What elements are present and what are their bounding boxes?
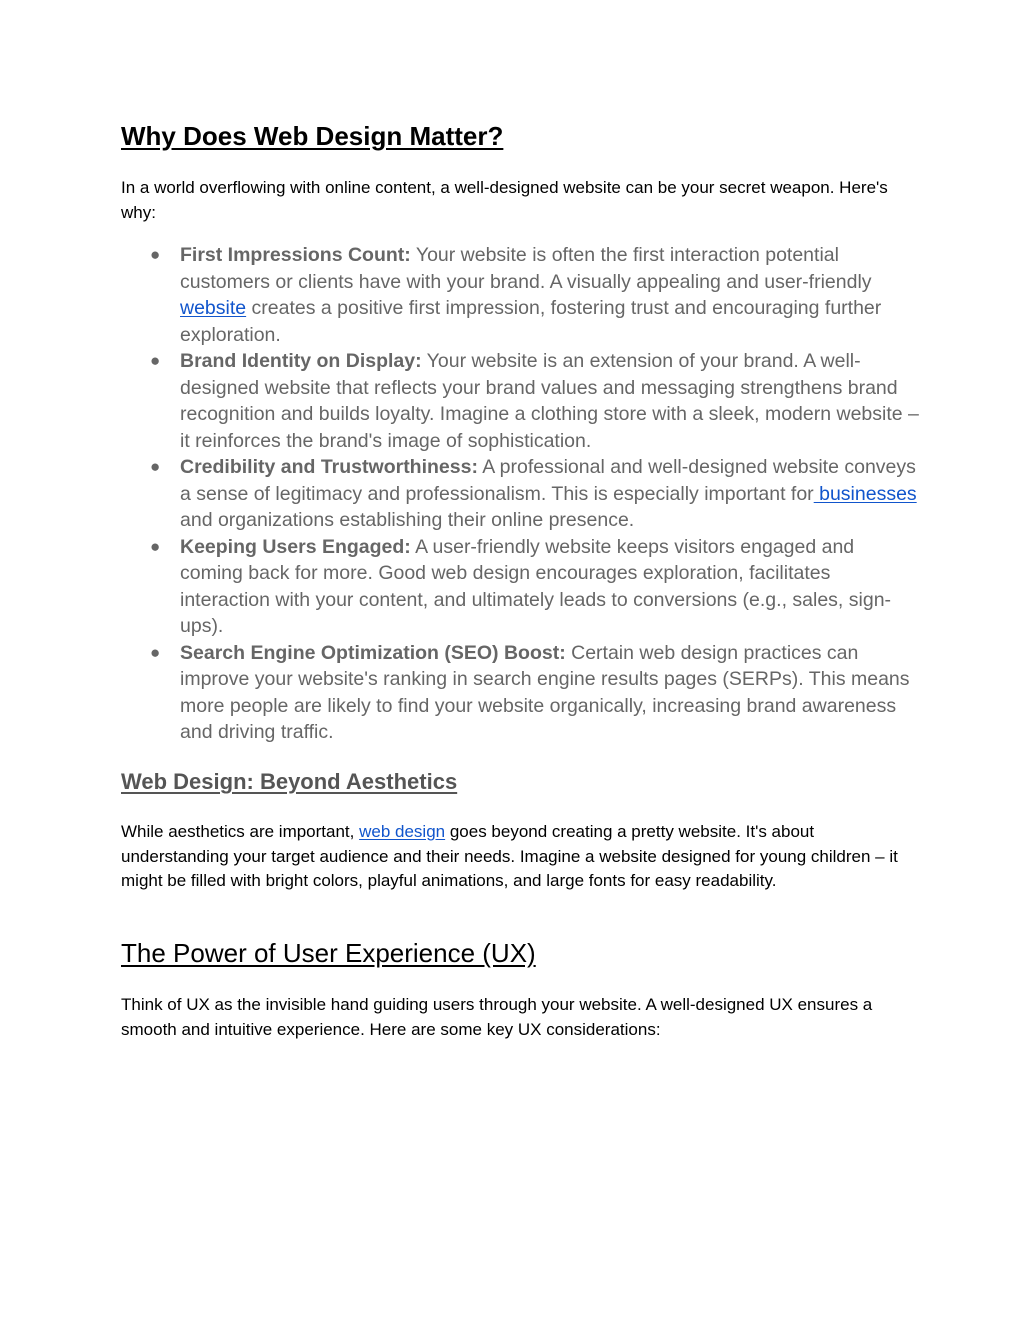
paragraph-text: goes beyond creating a pretty website. It's about understanding your target audience and their needs. Imagine a website designed for young children – it might be filled with bright colors, playful animations, and large fonts for easy readability. <box>121 822 898 890</box>
bullet-text: and organizations establishing their online presence. <box>180 509 635 531</box>
bullet-icon: ● <box>150 245 161 264</box>
list-item <box>150 454 920 534</box>
bullet-title: Search Engine Optimization (SEO) Boost: <box>180 641 566 664</box>
bullet-icon: ● <box>150 457 161 476</box>
list-item <box>150 640 920 746</box>
bullet-text: Your website is an extension of your brand. A well-designed website that reflects your brand values and messaging strengthens brand recognition and builds loyalty. Imagine a clothing store with a sleek, modern website – it reinforces the brand's image of sophistication. <box>180 350 919 452</box>
aesthetics-paragraph <box>121 820 911 894</box>
heading-why-web-design-matters: Why Does Web Design Matter? <box>121 121 504 151</box>
heading-beyond-aesthetics: Web Design: Beyond Aesthetics <box>121 769 458 794</box>
bullet-text: creates a positive first impression, fostering trust and encouraging further exploration. <box>180 297 882 346</box>
list-item <box>150 242 920 348</box>
intro-paragraph: In a world overflowing with online content, a well-designed website can be your secret weapon. Here's why: <box>121 178 888 222</box>
heading-power-of-ux: The Power of User Experience (UX) <box>121 938 536 968</box>
list-item <box>150 534 920 640</box>
bullet-icon: ● <box>150 536 161 556</box>
web-design-link[interactable]: web design <box>359 822 446 841</box>
bullet-text: Your website is often the first interaction potential customers or clients have with your brand. A visually appealing and user-friendly <box>180 244 872 293</box>
bullet-text: A user-friendly website keeps visitors engaged and coming back for more. Good web design encourages exploration, facilitates interaction with your content, and ultimately leads to conversions (e.g., sales, sign-ups). <box>180 535 892 637</box>
bullet-icon: ● <box>150 642 161 662</box>
paragraph-text: While aesthetics are important, <box>121 822 360 841</box>
website-link[interactable]: website <box>180 297 247 319</box>
bullet-text: A professional and well-designed website conveys a sense of legitimacy and professionalism. This is especially important for <box>180 456 916 505</box>
bullet-icon: ● <box>150 351 161 370</box>
reasons-bullet-list <box>150 242 920 746</box>
bullet-title: Brand Identity on Display: <box>180 350 422 372</box>
bullet-title: First Impressions Count: <box>180 244 411 266</box>
bullet-text: Certain web design practices can improve your website's ranking in search engine results pages (SERPs). This means more people are likely to find your website organically, increasing brand awareness and driving traffic. <box>180 641 910 743</box>
ux-paragraph: Think of UX as the invisible hand guiding users through your website. A well-designed UX ensures a smooth and intuitive experience. Here are some key UX considerations: <box>121 995 873 1039</box>
businesses-link[interactable]: businesses <box>813 482 917 505</box>
bullet-title: Keeping Users Engaged: <box>180 535 411 558</box>
bullet-title: Credibility and Trustworthiness: <box>180 456 478 478</box>
list-item <box>150 348 920 454</box>
